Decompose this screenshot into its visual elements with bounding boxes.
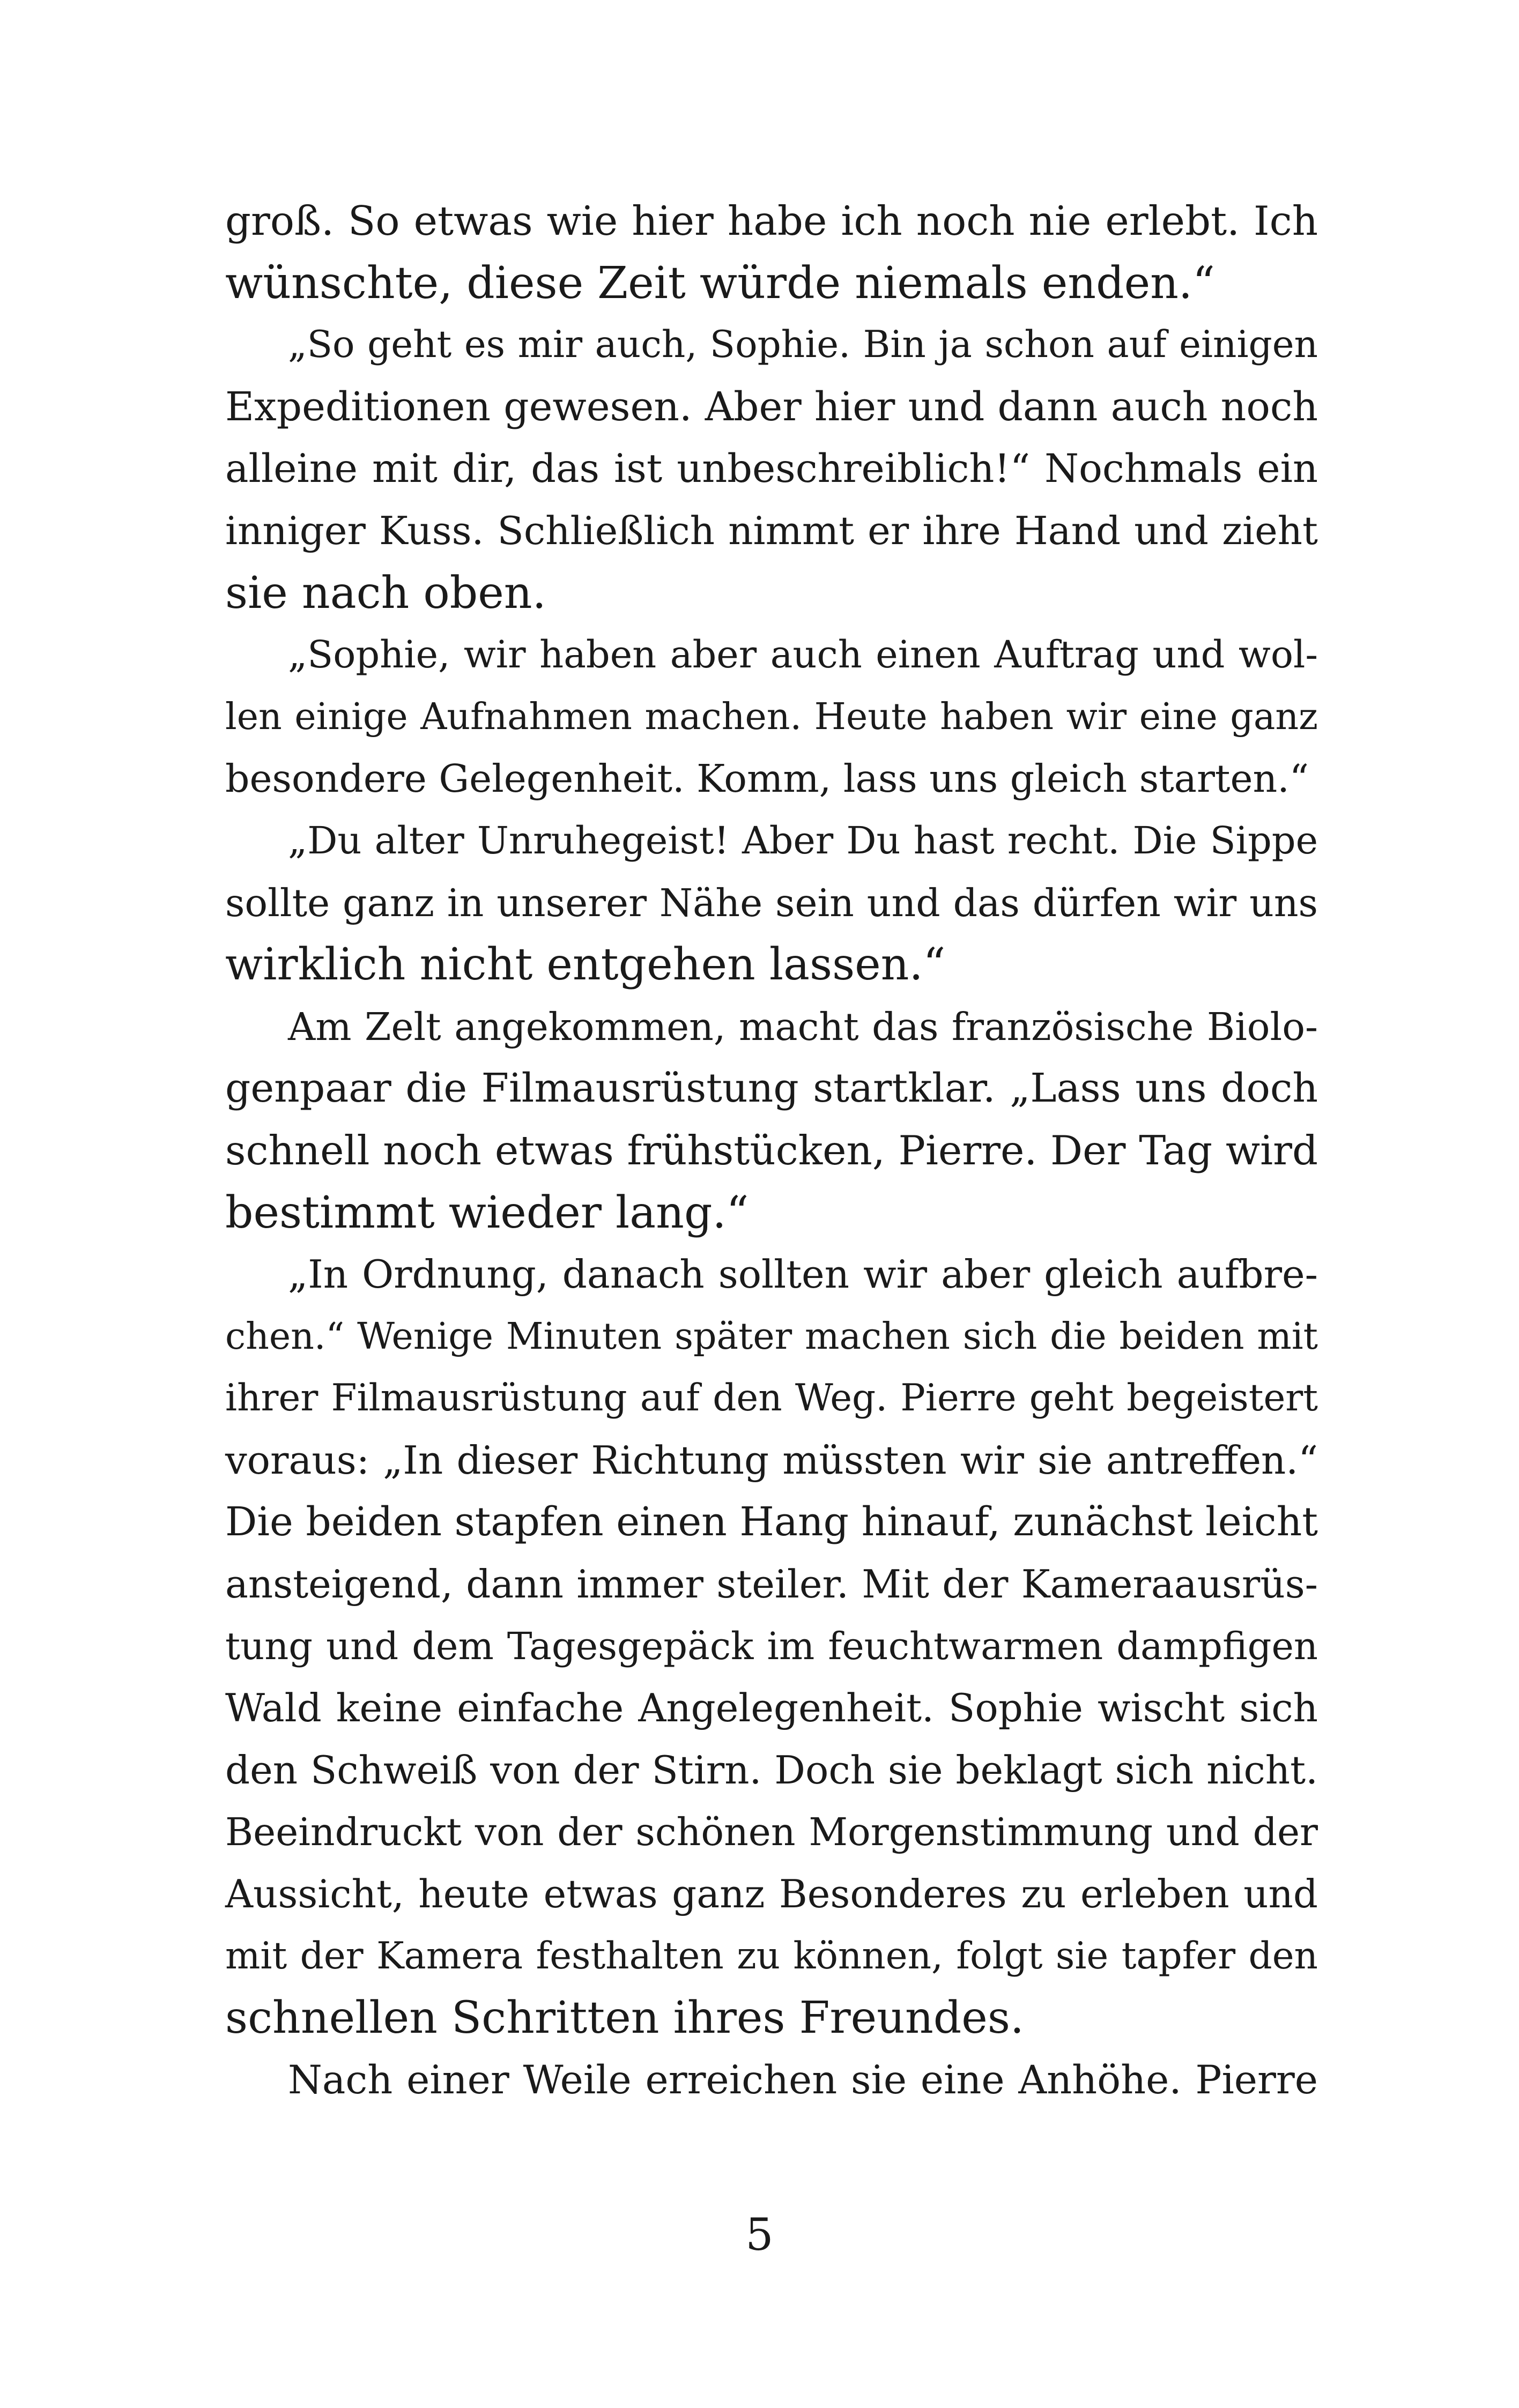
text-line: „So geht es mir auch, Sophie. Bin ja schon auf einigen [288, 323, 1318, 367]
text-line: tung und dem Tagesgepäck im feuchtwarmen dampfigen [225, 1624, 1318, 1668]
text-line: bestimmt wieder lang.“ [225, 1187, 749, 1238]
text-line: inniger Kuss. Schließlich nimmt er ihre Hand und zieht [225, 508, 1318, 553]
text-line: „Du alter Unruhegeist! Aber Du hast recht. Die Sippe [288, 818, 1318, 863]
text-line: mit der Kamera festhalten zu können, folgt sie tapfer den [225, 1934, 1318, 1978]
text-line: Die beiden stapfen einen Hang hinauf, zunächst leicht [225, 1499, 1318, 1545]
text-line: chen.“ Wenige Minuten später machen sich die beiden mit [225, 1315, 1318, 1358]
text-line: wünschte, diese Zeit würde niemals enden.“ [225, 257, 1215, 309]
text-line: ihrer Filmausrüstung auf den Weg. Pierre geht begeistert [225, 1377, 1318, 1420]
text-line: sie nach oben. [225, 567, 546, 619]
text-line: sollte ganz in unserer Nähe sein und das dürfen wir uns [225, 880, 1318, 925]
text-line: wirklich nicht entgehen lassen.“ [225, 939, 946, 991]
text-line: Wald keine einfache Angelegenheit. Sophie wischt sich [225, 1685, 1318, 1731]
text-line: alleine mit dir, das ist unbeschreiblich!“ Nochmals ein [225, 446, 1318, 492]
body-text [225, 190, 1318, 2111]
text-line: ansteigend, dann immer steiler. Mit der Kameraausrüs- [225, 1562, 1318, 1607]
text-line: den Schweiß von der Stirn. Doch sie beklagt sich nicht. [225, 1747, 1318, 1793]
text-line: groß. So etwas wie hier habe ich noch nie erlebt. Ich [225, 197, 1318, 244]
text-line: besondere Gelegenheit. Komm, lass uns gleich starten.“ [225, 756, 1309, 801]
text-line: Am Zelt angekommen, macht das französische Biolo- [288, 1004, 1318, 1049]
text-line: voraus: „In dieser Richtung müssten wir sie antreffen.“ [225, 1437, 1318, 1483]
text-line: len einige Aufnahmen machen. Heute haben wir eine ganz [225, 695, 1318, 738]
text-line: genpaar die Filmausrüstung startklar. „Lass uns doch [225, 1065, 1318, 1112]
text-line: Nach einer Weile erreichen sie eine Anhöhe. Pierre [288, 2057, 1318, 2103]
text-line: Beeindruckt von der schönen Morgenstimmung und der [225, 1810, 1318, 1855]
text-line: schnellen Schritten ihres Freundes. [225, 1993, 1024, 2044]
text-line: Aussicht, heute etwas ganz Besonderes zu erleben und [225, 1871, 1318, 1917]
page-number: 5 [745, 2210, 774, 2261]
text-line: „Sophie, wir haben aber auch einen Auftrag und wol- [288, 633, 1318, 677]
text-line: Expeditionen gewesen. Aber hier und dann auch noch [225, 383, 1318, 430]
text-line: „In Ordnung, danach sollten wir aber gleich aufbre- [288, 1252, 1318, 1297]
text-line: schnell noch etwas frühstücken, Pierre. Der Tag wird [225, 1126, 1318, 1174]
